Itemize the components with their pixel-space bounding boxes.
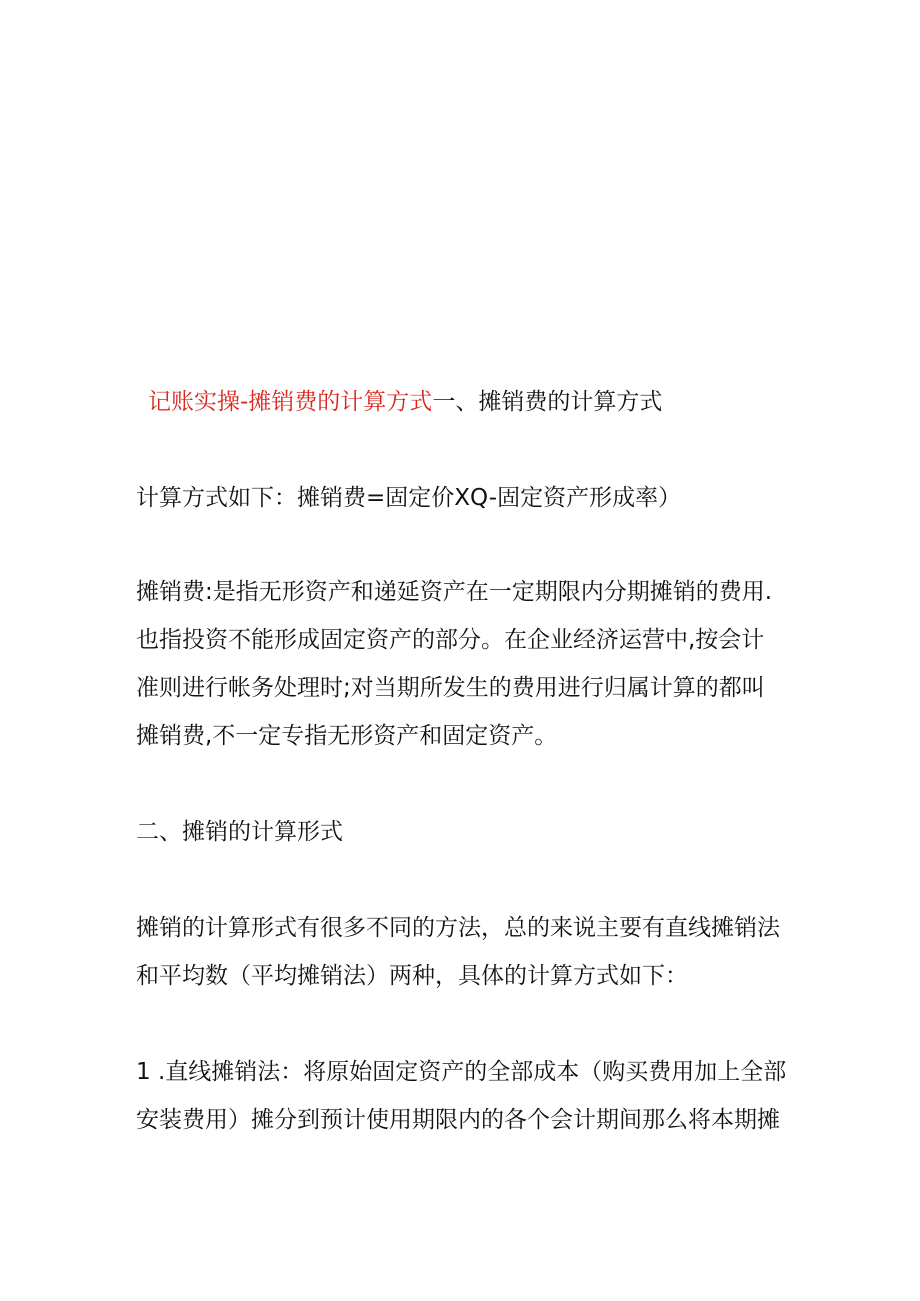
formula-paragraph <box>136 474 796 522</box>
item1-line-1: 1 .直线摊销法：将原始固定资产的全部成本（购买费用加上全部 <box>136 1059 787 1085</box>
definition-paragraph <box>136 568 796 760</box>
section2-line-1: 摊销的计算形式有很多不同的方法，总的来说主要有直线摊销法 <box>136 915 780 941</box>
title-black-part: 一、摊销费的计算方式 <box>432 389 663 415</box>
title-red-part: 记账实操-摊销费的计算方式 <box>148 389 433 415</box>
formula-line: 计算方式如下：摊销费=固定价XQ-固定资产形成率） <box>136 485 682 511</box>
item1-line-2: 安装费用）摊分到预计使用期限内的各个会计期间那么将本期摊 <box>136 1107 780 1133</box>
section2-heading <box>136 808 796 856</box>
section2-line-2: 和平均数（平均摊销法）两种，具体的计算方式如下： <box>136 963 688 989</box>
document-title <box>148 382 662 422</box>
section2-paragraph <box>136 904 796 1000</box>
definition-line-1: 摊销费:是指无形资产和递延资产在一定期限内分期摊销的费用. <box>136 579 773 605</box>
definition-line-4: 摊销费,不一定专指无形资产和固定资产。 <box>136 723 558 749</box>
section2-heading-text: 二、摊销的计算形式 <box>136 819 343 845</box>
definition-line-2: 也指投资不能形成固定资产的部分。在企业经济运营中,按会计 <box>136 627 765 653</box>
definition-line-3: 准则进行帐务处理时;对当期所发生的费用进行归属计算的都叫 <box>136 675 765 701</box>
item1-paragraph <box>136 1048 796 1144</box>
